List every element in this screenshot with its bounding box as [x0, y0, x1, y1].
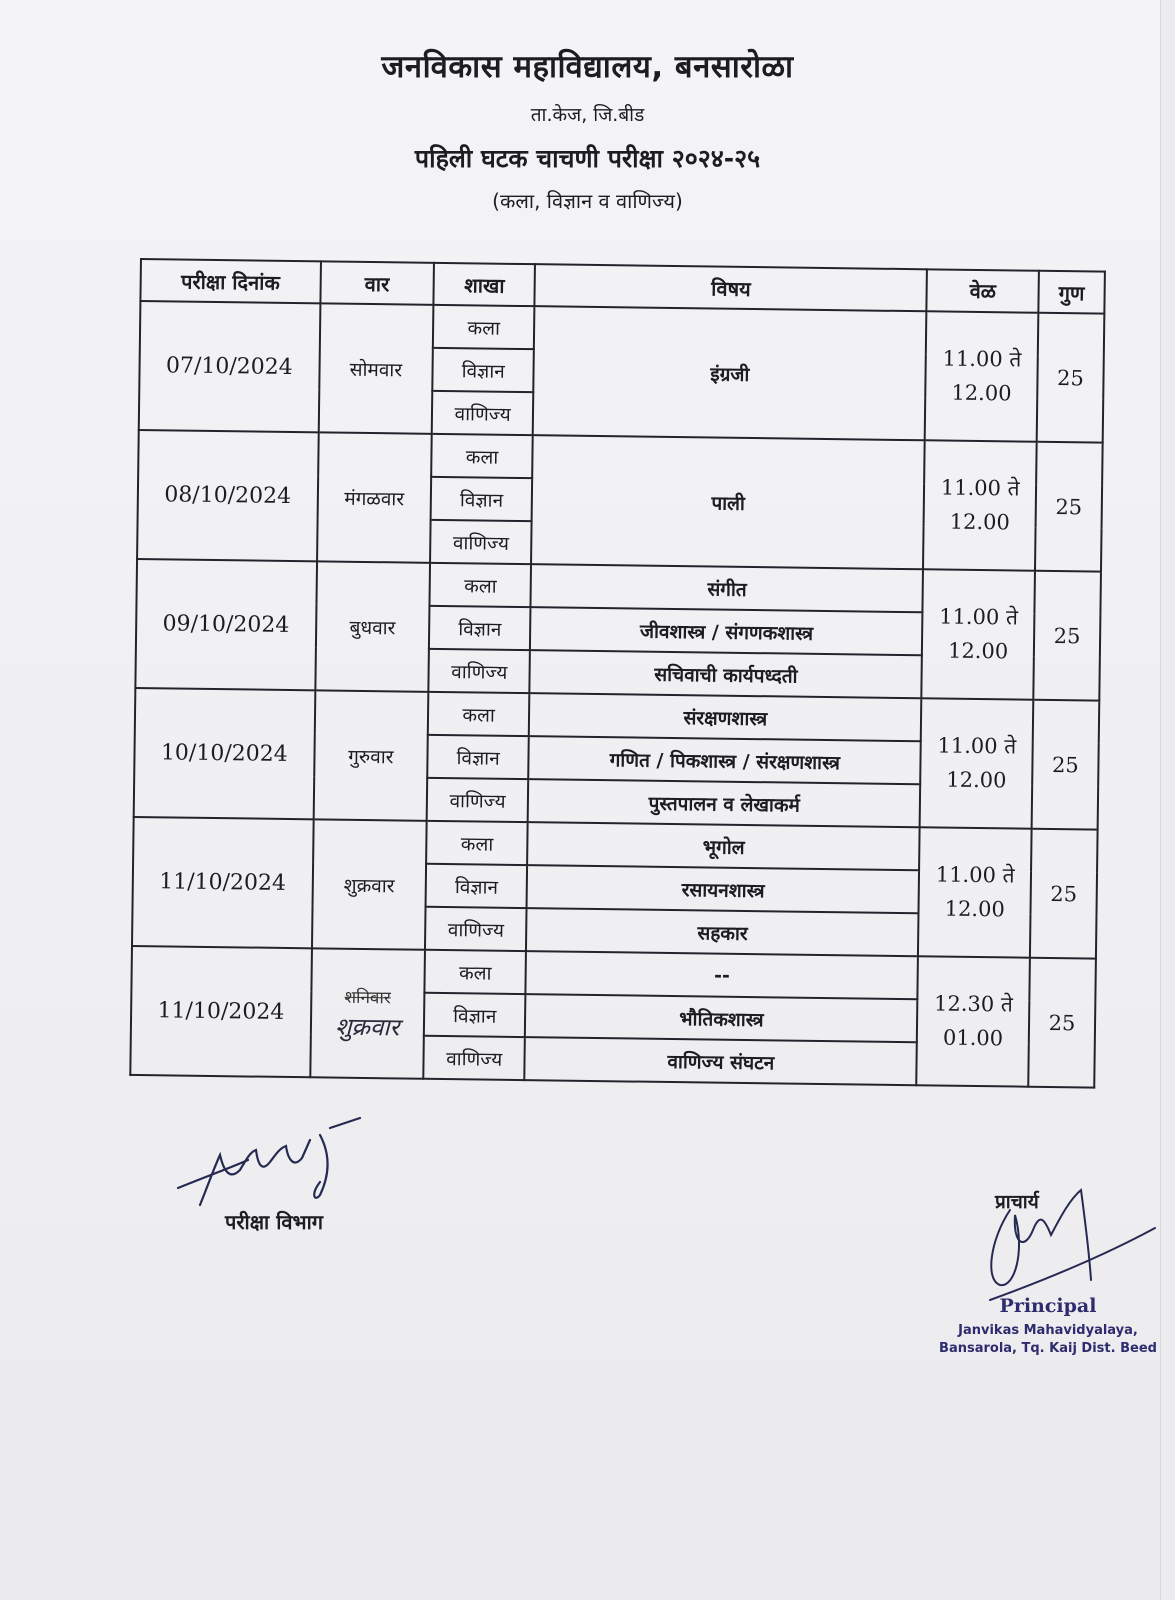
subject-cell: संरक्षणशास्त्र	[529, 693, 922, 741]
branch-cell: कला	[425, 950, 527, 994]
branch-cell: कला	[428, 692, 530, 736]
exam-date: 08/10/2024	[137, 430, 318, 561]
exam-day: गुरुवार	[313, 690, 428, 820]
branch-cell: विज्ञान	[429, 606, 531, 650]
branch-cell: कला	[433, 305, 535, 349]
subject-cell: भूगोल	[527, 822, 920, 870]
time-to: 12.00	[949, 509, 1011, 534]
exam-timetable	[129, 258, 1106, 1089]
exam-time	[920, 698, 1033, 828]
subject-cell: वाणिज्य संघटन	[525, 1037, 918, 1085]
branch-cell: विज्ञान	[424, 993, 526, 1037]
subject-cell: संगीत	[531, 564, 924, 612]
struck-day: शनिवार	[344, 987, 391, 1008]
branch-cell: विज्ञान	[431, 477, 533, 521]
branch-cell: विज्ञान	[432, 348, 534, 392]
time-from: 12.30 ते	[933, 991, 1014, 1017]
exam-time	[923, 440, 1036, 570]
exam-department-signature	[170, 1110, 390, 1210]
time-from: 11.00 ते	[937, 733, 1017, 759]
branch-cell: कला	[431, 434, 533, 478]
exam-day: बुधवार	[315, 561, 430, 691]
exam-marks: 25	[1032, 700, 1100, 830]
time-from: 11.00 ते	[940, 475, 1020, 501]
header-subject: विषय	[535, 264, 928, 311]
stamp-address: Bansarola, Tq. Kaij Dist. Beed	[939, 1341, 1157, 1356]
exam-day: शुक्रवार	[312, 819, 427, 949]
branch-cell: विज्ञान	[427, 735, 529, 779]
day-correction	[335, 984, 400, 1043]
time-to: 12.00	[944, 896, 1005, 921]
exam-marks: 25	[1028, 958, 1096, 1088]
branch-cell: वाणिज्य	[432, 391, 534, 435]
subject-cell: भौतिकशास्त्र	[525, 994, 918, 1042]
branch-cell: विज्ञान	[426, 864, 528, 908]
exam-time	[922, 569, 1035, 699]
time-from: 11.00 ते	[942, 346, 1022, 372]
time-to: 12.00	[946, 767, 1007, 792]
header-date: परीक्षा दिनांक	[140, 259, 320, 303]
exam-title: पहिली घटक चाचणी परीक्षा २०२४-२५	[414, 144, 761, 173]
time-to: 01.00	[942, 1025, 1004, 1050]
exam-time	[925, 311, 1038, 441]
subject-cell: पाली	[531, 435, 925, 569]
subject-cell: पुस्तपालन व लेखाकर्म	[528, 779, 921, 827]
header-marks: गुण	[1038, 271, 1105, 314]
time-to: 12.00	[951, 380, 1012, 405]
exam-department-label: परीक्षा विभाग	[225, 1210, 324, 1234]
branch-cell: वाणिज्य	[430, 520, 532, 564]
subject-cell: --	[526, 951, 919, 999]
header-day: वार	[320, 261, 434, 304]
exam-marks: 25	[1033, 571, 1101, 701]
branch-cell: वाणिज्य	[427, 778, 529, 822]
exam-date: 11/10/2024	[132, 817, 313, 948]
college-name: जनविकास महाविद्यालय, बनसारोळा	[381, 49, 794, 85]
header-time: वेळ	[927, 269, 1039, 312]
subject-cell: रसायनशास्त्र	[527, 865, 920, 913]
exam-day: सोमवार	[318, 303, 433, 433]
branch-cell: वाणिज्य	[428, 649, 530, 693]
subject-cell: सहकार	[526, 908, 919, 956]
exam-marks: 25	[1035, 442, 1103, 572]
exam-time	[917, 956, 1030, 1086]
time-from: 11.00 ते	[935, 862, 1015, 888]
branch-cell: कला	[426, 821, 528, 865]
subject-cell: इंग्रजी	[533, 306, 927, 440]
subject-cell: जीवशास्त्र / संगणकशास्त्र	[530, 607, 923, 655]
header-branch: शाखा	[434, 263, 536, 306]
exam-date: 07/10/2024	[139, 301, 320, 432]
principal-signature	[985, 1150, 1165, 1310]
time-to: 12.00	[947, 638, 1009, 663]
subject-cell: गणित / पिकशास्त्र / संरक्षणशास्त्र	[528, 736, 921, 784]
handwritten-day: शुक्रवार	[335, 1012, 400, 1041]
principal-stamp	[938, 1295, 1158, 1356]
principal-label-marathi: प्राचार्य	[995, 1191, 1039, 1213]
subject-cell: सचिवाची कार्यपध्दती	[530, 650, 923, 698]
time-from: 11.00 ते	[939, 604, 1019, 630]
branch-cell: वाणिज्य	[425, 907, 527, 951]
exam-date: 10/10/2024	[134, 688, 315, 819]
stamp-title: Principal	[999, 1295, 1097, 1317]
exam-day: मंगळवार	[317, 432, 432, 562]
document-header	[0, 45, 1175, 214]
college-location: ता.केज, जि.बीड	[530, 104, 645, 126]
branch-cell: वाणिज्य	[423, 1036, 525, 1080]
exam-streams: (कला, विज्ञान व वाणिज्य)	[492, 189, 683, 213]
branch-cell: कला	[430, 563, 532, 607]
exam-marks: 25	[1030, 829, 1098, 959]
exam-date: 11/10/2024	[130, 946, 311, 1077]
exam-time	[918, 827, 1031, 957]
exam-marks: 25	[1037, 313, 1105, 443]
stamp-college: Janvikas Mahavidyalaya,	[958, 1323, 1138, 1338]
exam-day-corrected	[310, 948, 425, 1078]
exam-date: 09/10/2024	[135, 559, 316, 690]
